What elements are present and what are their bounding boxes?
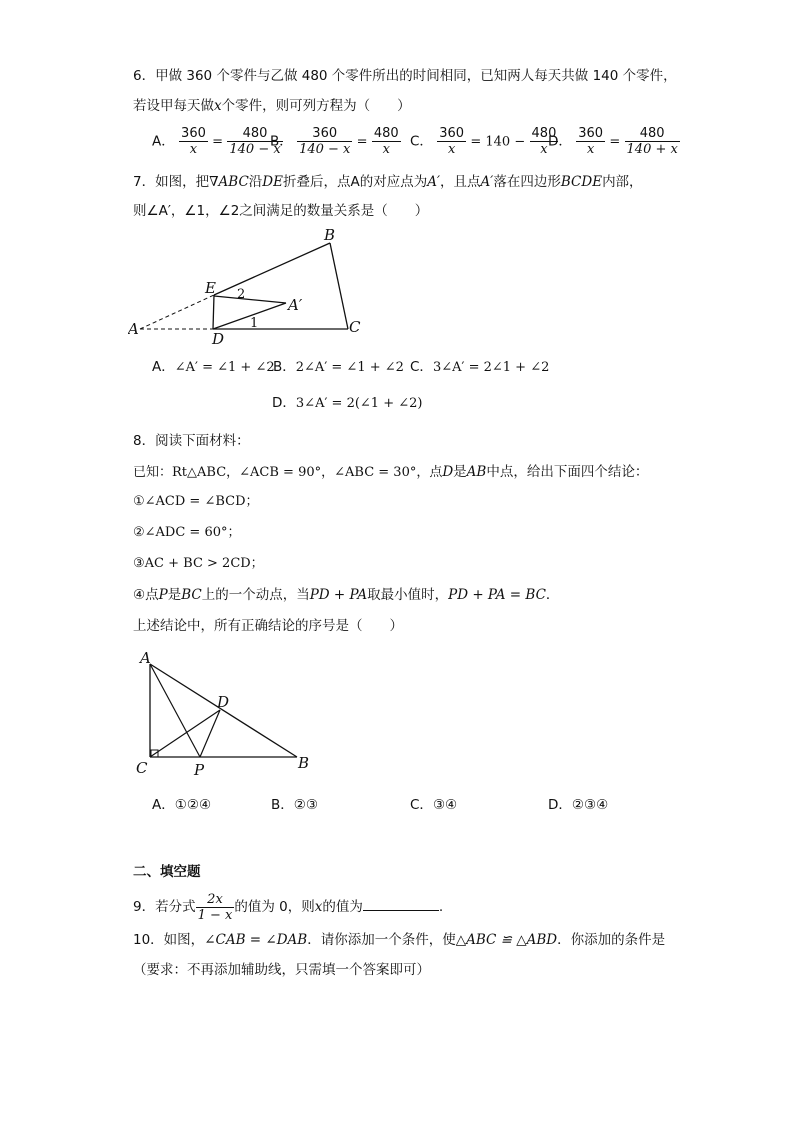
q10-stem-line2: （要求：不再添加辅助线，只需填一个答案即可） <box>133 962 430 978</box>
q6-options <box>152 126 712 164</box>
q7-label-2: 2 <box>237 287 246 302</box>
q7-figure <box>128 226 378 350</box>
q7-stem-line1: 7．如图，把∇ABC沿DE折叠后，点A的对应点为A′，且点A′落在四边形BCDE内部， <box>133 174 643 190</box>
q6-option-c[interactable]: C． $\frac{360}{x}$ = 140 − $\frac{480}{x}$ <box>410 126 557 157</box>
q7-side-eb <box>214 243 330 295</box>
q7-stem-line2: 则∠A′，∠1，∠2之间满足的数量关系是（ ） <box>133 203 429 219</box>
q7-side-bc <box>330 243 348 329</box>
q7-label-d: D <box>212 330 225 348</box>
q7-label-e: E <box>205 279 216 297</box>
q7-dashed-ae <box>140 295 214 329</box>
q8-conclusion-1: ①∠ACD = ∠BCD； <box>133 494 259 509</box>
q8-option-b[interactable]: B．②③ <box>271 797 318 813</box>
q8-option-a[interactable]: A．①②④ <box>152 797 212 813</box>
q8-option-c[interactable]: C．③④ <box>410 797 458 813</box>
q8-conclusion-2: ②∠ADC = 60°； <box>133 525 241 540</box>
q8-label-c: C <box>136 759 148 777</box>
q8-option-d[interactable]: D．②③④ <box>548 797 609 813</box>
q7-label-aprime: A′ <box>288 296 303 314</box>
q7-label-b: B <box>324 226 336 244</box>
q6-option-d[interactable]: D． $\frac{360}{x}$ = $\frac{480}{140 + x}$ <box>548 126 678 157</box>
q8-label-p: P <box>194 761 205 779</box>
section-fill-in-title: 二、填空题 <box>133 864 201 880</box>
q7-folded-ea <box>214 296 286 303</box>
q7-option-c[interactable]: C．3∠A′ = 2∠1 + ∠2 <box>410 359 550 375</box>
q8-label-d: D <box>217 693 230 711</box>
q7-label-c: C <box>349 318 361 336</box>
q7-option-a[interactable]: A．∠A′ = ∠1 + ∠2 <box>152 359 275 375</box>
q7-option-d[interactable]: D．3∠A′ = 2(∠1 + ∠2) <box>272 395 423 411</box>
q8-conclusion-4: ④点P是BC上的一个动点，当PD + PA取最小值时，PD + PA = BC． <box>133 587 560 603</box>
q7-label-1: 1 <box>250 316 259 331</box>
q10-stem-line1: 10．如图，∠CAB = ∠DAB．请你添加一个条件，使△ABC ≌ △ABD．你添加的条件是 <box>133 932 666 948</box>
q7-fold-de <box>213 295 214 329</box>
q8-label-a: A <box>140 649 151 667</box>
q7-option-b[interactable]: B．2∠A′ = ∠1 + ∠2 <box>273 359 404 375</box>
q8-segment-ap <box>150 664 200 757</box>
q8-figure <box>130 646 330 782</box>
q9-stem: 9．若分式 $\frac{2x}{1 - x}$ 的值为 0，则x的值为 . <box>133 891 444 923</box>
q8-question: 上述结论中，所有正确结论的序号是（ ） <box>133 618 403 634</box>
q8-label-b: B <box>298 754 310 772</box>
q6-stem-line1: 6．甲做 360 个零件与乙做 480 个零件所出的时间相同，已知两人每天共做 140 个零件， <box>133 68 677 84</box>
q6-stem-line2: 若设甲每天做x个零件，则可列方程为（ ） <box>133 98 411 114</box>
q7-label-a: A <box>128 320 139 338</box>
q6-option-b[interactable]: B． $\frac{360}{140 - x}$ = $\frac{480}{x}$ <box>270 126 399 157</box>
q6-option-a[interactable]: A． $\frac{360}{x}$ = $\frac{480}{140 - x}$ <box>152 126 281 157</box>
q9-answer-blank[interactable] <box>363 896 439 911</box>
q8-stem-line1: 8．阅读下面材料： <box>133 433 250 449</box>
q8-given: 已知：Rt△ABC，∠ACB = 90°，∠ABC = 30°，点D是AB中点，给出下面四个结论： <box>133 464 649 480</box>
q8-conclusion-3: ③AC + BC > 2CD； <box>133 556 264 571</box>
